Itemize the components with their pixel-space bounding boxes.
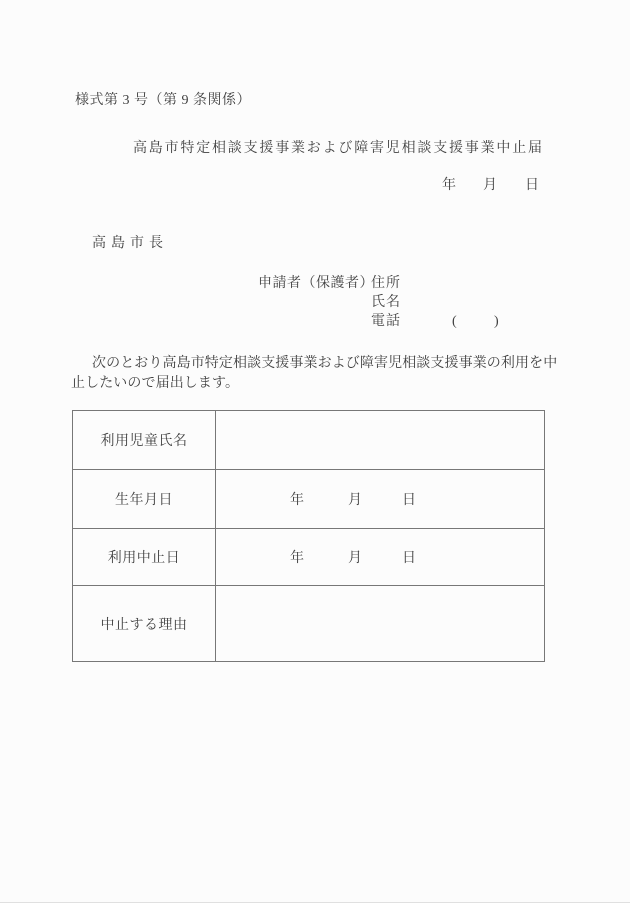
form-number: 様式第 3 号（第 9 条関係） <box>75 93 251 108</box>
body-text-line-1: 次のとおり高島市特定相談支援事業および障害児相談支援事業の利用を中 <box>92 356 558 371</box>
row-label-birth-date: 生年月日 <box>73 470 216 528</box>
birth-date-year-label: 年 <box>290 493 304 508</box>
row-value-stop-reason <box>216 586 544 661</box>
table-row-stop-reason <box>73 586 544 661</box>
row-value-child-name <box>216 411 544 469</box>
phone-paren-open: ( <box>452 314 457 329</box>
table-row-stop-date <box>73 529 544 586</box>
row-label-stop-reason: 中止する理由 <box>73 586 216 661</box>
row-label-stop-date: 利用中止日 <box>73 529 216 585</box>
applicant-address-label: 住所 <box>371 276 401 291</box>
document-title: 高島市特定相談支援事業および障害児相談支援事業中止届 <box>133 141 544 156</box>
addressee: 高島市長 <box>92 236 168 251</box>
applicant-phone-label: 電話 <box>371 314 401 329</box>
form-table <box>72 410 545 662</box>
stop-date-month-label: 月 <box>348 551 362 566</box>
header-date-day-label: 日 <box>525 178 539 193</box>
row-value-stop-date <box>216 529 544 585</box>
phone-paren-close: ) <box>494 314 499 329</box>
applicant-name-label: 氏名 <box>371 295 401 310</box>
birth-date-day-label: 日 <box>402 493 416 508</box>
body-text-line-2: 止したいので届出します。 <box>71 376 240 391</box>
table-row-child-name <box>73 411 544 470</box>
row-label-child-name: 利用児童氏名 <box>73 411 216 469</box>
applicant-label: 申請者（保護者） <box>258 276 374 291</box>
table-row-birth-date <box>73 470 544 529</box>
stop-date-day-label: 日 <box>402 551 416 566</box>
stop-date-year-label: 年 <box>290 551 304 566</box>
row-value-birth-date <box>216 470 544 528</box>
birth-date-month-label: 月 <box>348 493 362 508</box>
header-date-month-label: 月 <box>483 178 497 193</box>
header-date-year-label: 年 <box>442 178 456 193</box>
